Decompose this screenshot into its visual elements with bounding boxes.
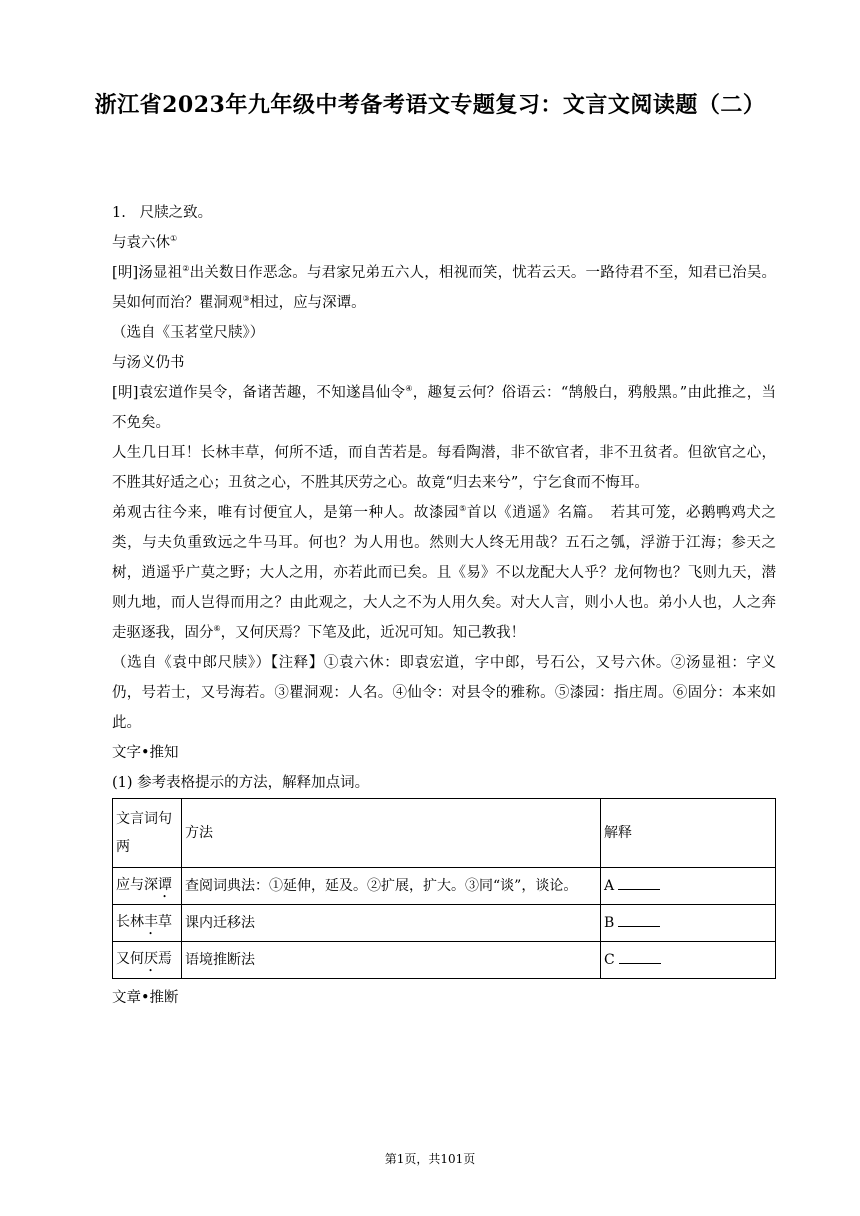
table-cell-answer[interactable]: B — [601, 905, 776, 942]
answer-blank[interactable] — [619, 949, 661, 964]
table-row — [113, 905, 776, 942]
table-header-row — [113, 799, 776, 868]
section-label-wenzi: 文字•推知 — [112, 745, 179, 761]
sub-question-1: (1) 参考表格提示的方法，解释加点词。 — [112, 775, 370, 791]
passage1-title: 与袁六休① — [112, 234, 178, 251]
passage2-para2: 人生几日耳！长林丰草，何所不适，而自苦若是。每看陶潜，非不欲官者，非不丑贫者。但欲官之心，不胜其好适之心；丑贫之心，不胜其厌劳之心。故竟“归去来兮”，宁乞食而不悔耳。 — [112, 445, 776, 491]
table-cell-phrase: 长林丰草 — [113, 905, 182, 942]
passage1-body: [明]汤显祖②出关数日作恶念。与君家兄弟五六人，相视而笑，忧若云天。一路待君不至，知君已治吴。吴如何而治？瞿洞观③相过，应与深谭。 — [112, 264, 776, 311]
table-cell-method: 查阅词典法：①延伸，延及。②扩展，扩大。③同“谈”，谈论。 — [182, 868, 601, 905]
table-header-cell: 方法 — [182, 799, 601, 868]
question-content — [112, 198, 776, 1013]
section-label-wenzhang: 文章•推断 — [112, 990, 179, 1006]
question-stem — [112, 198, 776, 228]
table-cell-method: 语境推断法 — [182, 942, 601, 979]
table-header-cell: 解释 — [601, 799, 776, 868]
table-row — [113, 942, 776, 979]
passage2-para3: 弟观古往今来，唯有讨便宜人，是第一种人。故漆园⑤首以《逍遥》名篇。 若其可笼，必鹅鸭鸡犬之类，与夫负重致远之牛马耳。何也？为人用也。然则大人终无用哉？五石之瓠，浮游于江海；参天之树，逍遥乎广莫之野；大人之用，亦若此而已矣。且《易》不以龙配大人乎？龙何物也？飞则九天，潜则九地，而人岂得而用之？由此观之，大人之不为人用久矣。对大人言，则小人也。弟小人也，人之奔走驱逐我，固分⑥，又何厌焉？下笔及此，近况可知。知己教我！ — [112, 504, 777, 641]
passage1-source: （选自《玉茗堂尺牍》） — [112, 325, 265, 341]
passage2-source-notes: （选自《袁中郎尺牍》）【注释】①袁六休：即袁宏道，字中郎，号石公，又号六休。②汤显祖：字义仍，号若士，又号海若。③瞿洞观：人名。④仙令：对县令的雅称。⑤漆园：指庄周。⑥固分：本来如此。 — [112, 655, 776, 731]
table-header-cell: 文言词句两 — [113, 799, 182, 868]
passage2-para1: [明]袁宏道作吴令，备诸苦趣，不知遂昌仙令④，趣复云何？俗语云：“鹄般白，鸦般黑。”由此推之，当不免矣。 — [112, 384, 777, 431]
question-stem-text: 尺牍之致。 — [139, 205, 213, 221]
page-footer: 第1页，共101页 — [384, 1152, 476, 1166]
table-cell-method: 课内迁移法 — [182, 905, 601, 942]
passage2-title: 与汤义仍书 — [112, 355, 185, 371]
answer-blank[interactable] — [618, 912, 660, 927]
table-cell-phrase: 应与深谭 — [113, 868, 182, 905]
table-cell-phrase: 又何厌焉 — [113, 942, 182, 979]
page-title: 浙江省2023年九年级中考备考语文专题复习：文言文阅读题（二） — [94, 92, 766, 118]
table-row — [113, 868, 776, 905]
table-cell-answer[interactable]: A — [601, 868, 776, 905]
table-cell-answer[interactable]: C — [601, 942, 776, 979]
question-number: 1. — [112, 205, 126, 221]
method-table — [112, 798, 776, 979]
answer-blank[interactable] — [618, 875, 660, 890]
